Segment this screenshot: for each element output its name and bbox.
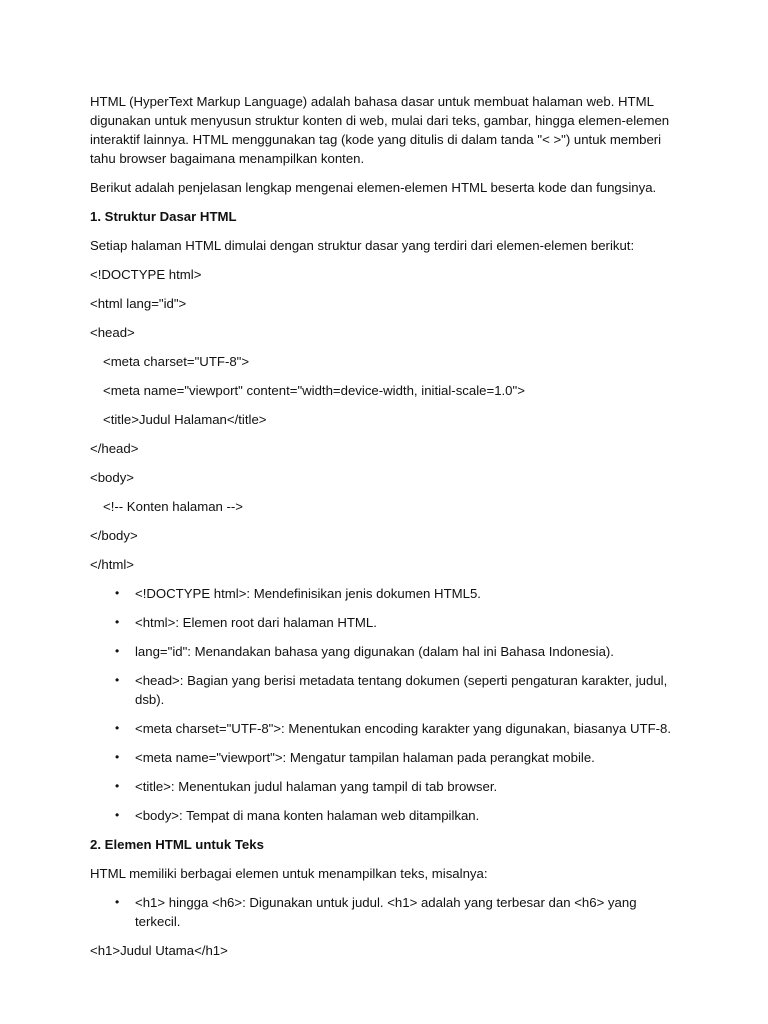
bullet-icon: • [115,808,120,822]
list-item [90,613,680,632]
bullet-icon: • [115,644,120,658]
list-item [90,719,680,738]
list-item-text: <meta name="viewport">: Mengatur tampilan halaman pada perangkat mobile. [135,750,595,765]
list-item-text: <!DOCTYPE html>: Mendefinisikan jenis dokumen HTML5. [135,586,481,601]
list-item-text: lang="id": Menandakan bahasa yang digunakan (dalam hal ini Bahasa Indonesia). [135,644,614,659]
section-2-bullet-list [90,893,680,931]
section-2-heading: 2. Elemen HTML untuk Teks [90,837,264,852]
code-line: <meta charset="UTF-8"> [103,354,250,369]
list-item-text: <title>: Menentukan judul halaman yang tampil di tab browser. [135,779,498,794]
bullet-icon: • [115,779,120,793]
bullet-icon: • [115,895,120,909]
list-item [90,893,680,931]
list-item [90,806,680,825]
bullet-icon: • [115,750,120,764]
code-line: <meta name="viewport" content="width=device-width, initial-scale=1.0"> [103,383,525,398]
list-item-text: <body>: Tempat di mana konten halaman web ditampilkan. [135,808,480,823]
list-item [90,748,680,767]
section-1-heading: 1. Struktur Dasar HTML [90,209,237,224]
code-line: </body> [90,528,138,543]
bullet-icon: • [115,586,120,600]
code-line: <body> [90,470,134,485]
code-line: <title>Judul Halaman</title> [103,412,267,427]
section-2-code-block [90,941,680,960]
list-item [90,671,680,709]
code-line: <!-- Konten halaman --> [103,499,244,514]
list-item-text: <meta charset="UTF-8">: Menentukan encoding karakter yang digunakan, biasanya UTF-8. [135,721,672,736]
bullet-icon: • [115,721,120,735]
section-1-intro: Setiap halaman HTML dimulai dengan struktur dasar yang terdiri dari elemen-elemen berikut: [90,238,635,253]
list-item [90,584,680,603]
bullet-icon: • [115,673,120,687]
list-item-text: <head>: Bagian yang berisi metadata tentang dokumen (seperti pengaturan karakter, judul, dsb). [135,673,668,707]
code-line: <html lang="id"> [90,296,187,311]
code-line: <h1>Judul Utama</h1> [90,943,228,958]
code-line: </html> [90,557,134,572]
code-line: </head> [90,441,139,456]
list-item [90,642,680,661]
list-item-text: <h1> hingga <h6>: Digunakan untuk judul. <h1> adalah yang terbesar dan <h6> yang terkecil. [135,895,637,929]
list-item [90,777,680,796]
list-item-text: <html>: Elemen root dari halaman HTML. [135,615,377,630]
bullet-icon: • [115,615,120,629]
section-2-intro: HTML memiliki berbagai elemen untuk menampilkan teks, misalnya: [90,866,488,881]
code-line: <head> [90,325,135,340]
document-body [90,92,680,970]
intro-summary-paragraph: Berikut adalah penjelasan lengkap mengenai elemen-elemen HTML beserta kode dan fungsinya. [90,180,657,195]
code-line: <!DOCTYPE html> [90,267,202,282]
section-1-code-block [90,265,680,574]
intro-paragraph: HTML (HyperText Markup Language) adalah bahasa dasar untuk membuat halaman web. HTML digunakan untuk menyusun struktur konten di web, mulai dari teks, gambar, hingga elemen-elemen interaktif lainnya. HTML menggunakan tag (kode yang ditulis di dalam tanda "< >") untuk memberi tahu browser bagaimana menampilkan konten. [90,94,670,166]
section-1-bullet-list [90,584,680,825]
